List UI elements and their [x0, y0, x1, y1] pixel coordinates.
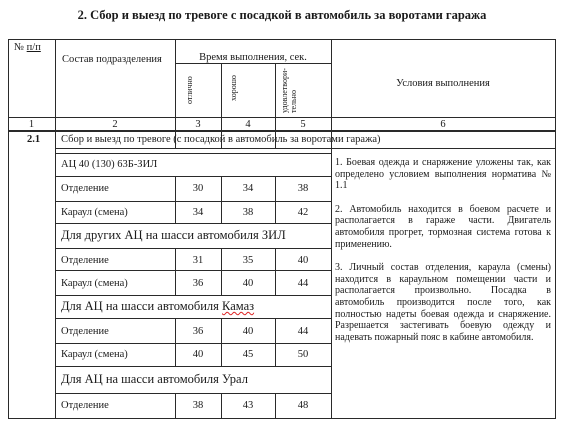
cell-good: 34	[242, 183, 254, 194]
conditions-text	[335, 157, 551, 355]
row-unit: Отделение	[61, 183, 109, 194]
col-number: 4	[245, 119, 251, 130]
table-border-right	[555, 39, 556, 419]
cell-excellent: 30	[192, 183, 204, 194]
cell-good: 40	[242, 326, 254, 337]
row-line	[55, 343, 331, 344]
page-title: 2. Сбор и выезд по тревоге с посадкой в автомобиль за воротами гаража	[77, 8, 487, 22]
cell-satisfactory: 50	[297, 349, 309, 360]
group-label: Для других АЦ на шасси автомобиля ЗИЛ	[61, 228, 286, 242]
cell-good: 38	[242, 207, 254, 218]
row-line	[55, 223, 331, 224]
header-composition: Состав подразделения	[62, 54, 162, 65]
cell-good: 35	[242, 255, 254, 266]
header-grade-excellent: отлично	[185, 76, 194, 104]
col-number: 5	[300, 119, 306, 130]
table-border-top	[8, 39, 556, 40]
row-line	[55, 201, 331, 202]
col-number: 2	[112, 119, 118, 130]
group-label: АЦ 40 (130) 63Б-ЗИЛ	[61, 159, 158, 170]
cell-satisfactory: 38	[297, 183, 309, 194]
col-divider	[55, 39, 56, 419]
row-line	[55, 318, 331, 319]
group-label: Для АЦ на шасси автомобиля Камаз	[61, 299, 255, 313]
cell-satisfactory: 42	[297, 207, 309, 218]
row-line	[55, 176, 331, 177]
cell-good: 43	[242, 400, 254, 411]
row-line	[55, 393, 331, 394]
cell-excellent: 31	[192, 255, 204, 266]
row-line	[55, 270, 331, 271]
cell-satisfactory: 40	[297, 255, 309, 266]
col-number: 6	[440, 119, 446, 130]
cell-good: 45	[242, 349, 254, 360]
col-divider	[331, 39, 332, 419]
row-unit: Отделение	[61, 255, 109, 266]
section-title: Сбор и выезд по тревоге (с посадкой в автомобиль за воротами гаража)	[61, 134, 381, 145]
row-line	[55, 366, 331, 367]
cell-excellent: 34	[192, 207, 204, 218]
row-unit: Караул (смена)	[61, 207, 128, 218]
row-line	[55, 153, 331, 154]
header-number: № п/п	[14, 42, 41, 53]
cell-good: 40	[242, 278, 254, 289]
header-grade-good: хорошо	[229, 75, 238, 101]
condition-paragraph: 3. Личный состав отделения, караула (смены) находится в караульном помещении части и располагается произвольно. Посадка в автомобиль производится после того, как полностью надеты боевая одежда и снаряжение. Разрешается застегивать боевую одежду и надевать пожарный пояс в кабине автомобиля.	[335, 262, 551, 343]
header-grade-satisfactory: удовлетвори-тельно	[280, 68, 298, 113]
row-line	[55, 295, 331, 296]
col-number: 3	[195, 119, 201, 130]
cell-excellent: 38	[192, 400, 204, 411]
condition-paragraph: 2. Автомобиль находится в боевом расчете и располагается в гараже части. Двигатель автомобиля прогрет, тормозная система готова к применению.	[335, 203, 551, 250]
group-label: Для АЦ на шасси автомобиля Урал	[61, 372, 248, 386]
cell-satisfactory: 44	[297, 278, 309, 289]
section-divider	[55, 148, 556, 149]
row-unit: Караул (смена)	[61, 278, 128, 289]
col-number: 1	[28, 119, 35, 130]
row-unit: Караул (смена)	[61, 349, 128, 360]
cell-satisfactory: 48	[297, 400, 309, 411]
table-border-left	[8, 39, 9, 419]
cell-satisfactory: 44	[297, 326, 309, 337]
condition-paragraph: 1. Боевая одежда и снаряжение уложены так, как определено условием выполнения норматива № 1.1	[335, 157, 551, 192]
row-unit: Отделение	[61, 326, 109, 337]
header-time: Время выполнения, сек.	[199, 52, 307, 63]
cell-excellent: 40	[192, 349, 204, 360]
row-unit: Отделение	[61, 400, 109, 411]
section-number: 2.1	[27, 134, 41, 145]
cell-excellent: 36	[192, 326, 204, 337]
header-conditions: Условия выполнения	[396, 78, 490, 89]
row-line	[55, 248, 331, 249]
table-border-bottom	[8, 418, 556, 419]
cell-excellent: 36	[192, 278, 204, 289]
